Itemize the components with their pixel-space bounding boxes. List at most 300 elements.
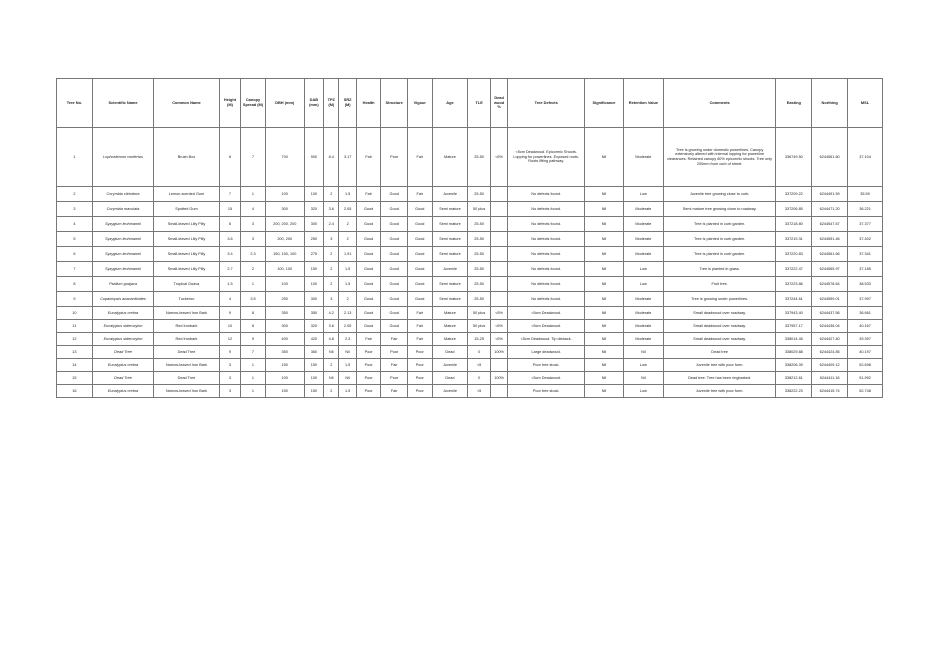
cell-common-name: Small-leaved Lilly Pilly — [154, 247, 220, 262]
cell-scientific-name: Corymbia maculata — [92, 202, 153, 217]
cell-comments: Juvenile tree growing close to curb. — [663, 187, 776, 202]
cell-canopy-spread: 2.3 — [241, 247, 266, 262]
table-row — [57, 232, 883, 247]
cell-msl: 36.221 — [848, 202, 883, 217]
cell-dab: 300 — [304, 292, 323, 307]
cell-vigour: Good — [408, 247, 433, 262]
cell-dbh: 400 — [265, 333, 304, 346]
cell-tle: 0 — [468, 346, 491, 359]
cell-msl: 39.397 — [848, 333, 883, 346]
cell-age: Juvenile — [432, 262, 468, 277]
column-header-tpz: TPZ (M) — [324, 79, 339, 128]
cell-dab: 350 — [304, 307, 323, 320]
table-row — [57, 202, 883, 217]
cell-tree-defects: No defects found. — [508, 262, 585, 277]
cell-dbh: 350 — [265, 346, 304, 359]
cell-tree-no: 4 — [57, 217, 93, 232]
cell-tree-defects: Poor tree stock. — [508, 385, 585, 398]
cell-northing: 6244578.64 — [812, 277, 848, 292]
cell-age: Juvenile — [432, 187, 468, 202]
cell-age: Semi mature — [432, 217, 468, 232]
table-row — [57, 262, 883, 277]
cell-structure: Good — [381, 277, 408, 292]
cell-tree-defects: Poor tree stock. — [508, 359, 585, 372]
cell-dab: 100 — [304, 277, 323, 292]
cell-vigour: Fair — [408, 320, 433, 333]
cell-comments: Dead tree. Tree has been ringbarked. — [663, 372, 776, 385]
cell-easting: 337206.85 — [776, 202, 812, 217]
cell-scientific-name: Eucalyptus crebra — [92, 307, 153, 320]
table-body — [57, 128, 883, 398]
column-header-structure: Structure — [381, 79, 408, 128]
cell-tree-defects: No defects found. — [508, 202, 585, 217]
cell-deadwood — [490, 262, 507, 277]
cell-structure: Poor — [381, 128, 408, 187]
cell-vigour: Poor — [408, 385, 433, 398]
cell-structure: Good — [381, 217, 408, 232]
cell-tree-defects: No defects found. — [508, 292, 585, 307]
cell-msl: 36.661 — [848, 307, 883, 320]
cell-height: 6 — [219, 217, 240, 232]
cell-comments: Tree is planted in curb garden. — [663, 247, 776, 262]
cell-scientific-name: Eucalyptus crebra — [92, 385, 153, 398]
cell-tree-no: 10 — [57, 307, 93, 320]
cell-canopy-spread: 1 — [241, 359, 266, 372]
cell-significance: Nil — [585, 277, 624, 292]
cell-tpz: 2 — [324, 277, 339, 292]
cell-tree-defects: No defects found. — [508, 247, 585, 262]
cell-retention-value: Moderate — [623, 333, 663, 346]
cell-tree-defects: <5cm Deadwood. Tip dieback. — [508, 333, 585, 346]
cell-significance: Nil — [585, 346, 624, 359]
cell-tpz: 2 — [324, 385, 339, 398]
cell-deadwood — [490, 217, 507, 232]
cell-tpz: 3 — [324, 292, 339, 307]
cell-tle: 25-50 — [468, 187, 491, 202]
cell-health: Good — [356, 247, 381, 262]
cell-health: Good — [356, 292, 381, 307]
cell-tree-no: 1 — [57, 128, 93, 187]
cell-scientific-name: Syzygium leuhmannii — [92, 217, 153, 232]
cell-scientific-name: Lophostemon confertus — [92, 128, 153, 187]
cell-srz: 1.5 — [339, 262, 356, 277]
cell-significance: Nil — [585, 372, 624, 385]
column-header-vigour: Vigour — [408, 79, 433, 128]
cell-tle: 25-50 — [468, 232, 491, 247]
cell-tpz: 8.4 — [324, 128, 339, 187]
cell-dab: 150 — [304, 385, 323, 398]
column-header-tree-defects: Tree Defects — [508, 79, 585, 128]
cell-easting: 338212.61 — [776, 372, 812, 385]
cell-retention-value: Moderate — [623, 128, 663, 187]
cell-vigour: Poor — [408, 372, 433, 385]
column-header-common-name: Common Name — [154, 79, 220, 128]
cell-scientific-name: Syzygium leuhmannii — [92, 262, 153, 277]
cell-health: Poor — [356, 346, 381, 359]
cell-canopy-spread: 2 — [241, 262, 266, 277]
cell-msl: 40.197 — [848, 346, 883, 359]
cell-easting: 338029.88 — [776, 346, 812, 359]
table-row — [57, 346, 883, 359]
cell-health: Good — [356, 202, 381, 217]
cell-easting: 337223.86 — [776, 277, 812, 292]
table-row — [57, 247, 883, 262]
cell-structure: Good — [381, 247, 408, 262]
column-header-northing: Northing — [812, 79, 848, 128]
cell-canopy-spread: 1 — [241, 187, 266, 202]
column-header-msl: MSL — [848, 79, 883, 128]
cell-dbh: 150 — [265, 385, 304, 398]
cell-comments: Small deadwood over roadway. — [663, 320, 776, 333]
cell-significance: Nil — [585, 307, 624, 320]
column-header-retention-value: Retention Value — [623, 79, 663, 128]
cell-tle: 0 — [468, 372, 491, 385]
cell-structure: Fair — [381, 359, 408, 372]
cell-deadwood: <5% — [490, 333, 507, 346]
cell-tree-defects: <5cm Deadwood. — [508, 307, 585, 320]
cell-deadwood — [490, 187, 507, 202]
cell-significance: Nil — [585, 217, 624, 232]
cell-tpz: Nil — [324, 372, 339, 385]
cell-structure: Good — [381, 232, 408, 247]
cell-dbh: 200, 200, 200 — [265, 217, 304, 232]
cell-significance: Nil — [585, 292, 624, 307]
cell-deadwood: 100% — [490, 346, 507, 359]
cell-deadwood — [490, 359, 507, 372]
cell-tree-defects: <5cm Deadwood. — [508, 320, 585, 333]
cell-structure: Poor — [381, 346, 408, 359]
cell-vigour: Fair — [408, 187, 433, 202]
cell-common-name: Small-leaved Lilly Pilly — [154, 217, 220, 232]
cell-tree-no: 6 — [57, 247, 93, 262]
column-header-deadwood: Dead wood % — [490, 79, 507, 128]
cell-northing: 6244427.40 — [812, 333, 848, 346]
cell-health: Good — [356, 307, 381, 320]
cell-common-name: Narrow-leaved Iron Bark — [154, 385, 220, 398]
cell-common-name: Red Ironbark — [154, 320, 220, 333]
cell-msl: 38.533 — [848, 277, 883, 292]
cell-retention-value: Moderate — [623, 320, 663, 333]
cell-height: 4 — [219, 292, 240, 307]
cell-canopy-spread: 1 — [241, 372, 266, 385]
cell-age: Mature — [432, 320, 468, 333]
cell-common-name: Brush Box — [154, 128, 220, 187]
cell-significance: Nil — [585, 359, 624, 372]
cell-dbh: 100 — [265, 372, 304, 385]
cell-msl: 51.992 — [848, 372, 883, 385]
cell-tree-defects: No defects found. — [508, 187, 585, 202]
cell-scientific-name: Dead Tree — [92, 346, 153, 359]
cell-height: 3 — [219, 372, 240, 385]
cell-dbh: 200, 200 — [265, 232, 304, 247]
cell-retention-value: Low — [623, 385, 663, 398]
cell-tle: 25-50 — [468, 292, 491, 307]
column-header-canopy-spread: Canopy Spread (M) — [241, 79, 266, 128]
cell-significance: Nil — [585, 320, 624, 333]
cell-health: Good — [356, 217, 381, 232]
cell-retention-value: Low — [623, 187, 663, 202]
cell-dab: 300 — [304, 217, 323, 232]
cell-age: Semi mature — [432, 202, 468, 217]
column-header-health: Health — [356, 79, 381, 128]
cell-age: Semi mature — [432, 292, 468, 307]
cell-canopy-spread: 7 — [241, 346, 266, 359]
cell-msl: 52.748 — [848, 385, 883, 398]
cell-height: 8 — [219, 128, 240, 187]
cell-comments: Tree is growing under domestic powerlines. Canopy extensively altered with internal lopping for powerline clearances. Retained canopy 60% epicormic shoots. Tree only 200mm from curb of street. — [663, 128, 776, 187]
cell-retention-value: Low — [623, 359, 663, 372]
cell-tree-defects: No defects found. — [508, 217, 585, 232]
cell-tle: 25-50 — [468, 217, 491, 232]
cell-height: 3 — [219, 385, 240, 398]
cell-retention-value: Low — [623, 277, 663, 292]
cell-dab: 320 — [304, 320, 323, 333]
cell-common-name: Tropical Guava — [154, 277, 220, 292]
cell-height: 12 — [219, 333, 240, 346]
cell-tree-no: 15 — [57, 372, 93, 385]
cell-msl: 37.104 — [848, 128, 883, 187]
cell-tree-no: 11 — [57, 320, 93, 333]
cell-vigour: Good — [408, 232, 433, 247]
cell-height: 9 — [219, 346, 240, 359]
cell-northing: 6244551.46 — [812, 232, 848, 247]
cell-easting: 337222.47 — [776, 262, 812, 277]
cell-scientific-name: Syzygium leuhmannii — [92, 232, 153, 247]
cell-dab: 320 — [304, 202, 323, 217]
cell-tpz: 2 — [324, 262, 339, 277]
cell-age: Dead — [432, 346, 468, 359]
tree-assessment-table — [56, 78, 883, 398]
cell-tpz: 3.6 — [324, 320, 339, 333]
cell-tpz: Nil — [324, 346, 339, 359]
cell-height: 3.6 — [219, 232, 240, 247]
cell-tpz: 2 — [324, 359, 339, 372]
column-header-tree-no: Tree No. — [57, 79, 93, 128]
column-header-height: Height (M) — [219, 79, 240, 128]
cell-scientific-name: Eucalyptus sideroxylon — [92, 320, 153, 333]
cell-srz: 2.05 — [339, 320, 356, 333]
cell-deadwood: <5% — [490, 307, 507, 320]
cell-health: Good — [356, 262, 381, 277]
cell-tree-no: 16 — [57, 385, 93, 398]
cell-scientific-name: Dead Tree — [92, 372, 153, 385]
table-row — [57, 359, 883, 372]
cell-northing: 6244565.97 — [812, 262, 848, 277]
cell-msl: 37.377 — [848, 217, 883, 232]
cell-common-name: Spotted Gum — [154, 202, 220, 217]
cell-structure: Good — [381, 187, 408, 202]
cell-tle: 50 plus — [468, 307, 491, 320]
table-row — [57, 333, 883, 346]
cell-canopy-spread: 1 — [241, 277, 266, 292]
cell-retention-value: Moderate — [623, 202, 663, 217]
cell-vigour: Fair — [408, 333, 433, 346]
cell-tree-defects: <5cm Deadwood. Epicormic Shoots. Lopping for powerlines. Exposed roots. Roots lifting pathway. — [508, 128, 585, 187]
cell-health: Good — [356, 277, 381, 292]
column-header-tle: TLE — [468, 79, 491, 128]
cell-canopy-spread: 8 — [241, 320, 266, 333]
cell-northing: 6244561.60 — [812, 128, 848, 187]
cell-msl: 37.185 — [848, 262, 883, 277]
cell-structure: Fair — [381, 385, 408, 398]
cell-comments: Juvenile tree with poor form. — [663, 385, 776, 398]
cell-msl: 35.59 — [848, 187, 883, 202]
cell-tle: 25-50 — [468, 247, 491, 262]
cell-northing: 6244471.20 — [812, 202, 848, 217]
cell-srz: Nil — [339, 346, 356, 359]
cell-deadwood — [490, 277, 507, 292]
cell-retention-value: Nil — [623, 346, 663, 359]
cell-vigour: Good — [408, 262, 433, 277]
cell-tle: 25-50 — [468, 262, 491, 277]
cell-easting: 338014.45 — [776, 333, 812, 346]
cell-srz: 1.5 — [339, 385, 356, 398]
cell-comments: Small deadwood over roadway. — [663, 333, 776, 346]
cell-easting: 337943.40 — [776, 307, 812, 320]
cell-health: Poor — [356, 372, 381, 385]
cell-canopy-spread: 9 — [241, 333, 266, 346]
cell-common-name: Tuckeroo — [154, 292, 220, 307]
cell-dbh: 100, 100 — [265, 262, 304, 277]
cell-tpz: 2.4 — [324, 217, 339, 232]
cell-msl: 40.167 — [848, 320, 883, 333]
cell-srz: 2.3 — [339, 333, 356, 346]
cell-health: Fair — [356, 187, 381, 202]
cell-significance: Nil — [585, 247, 624, 262]
cell-vigour: Fair — [408, 307, 433, 320]
table-row — [57, 372, 883, 385]
cell-easting: 337209.22 — [776, 187, 812, 202]
cell-tle: <5 — [468, 359, 491, 372]
cell-canopy-spread: 8 — [241, 307, 266, 320]
column-header-dbh: DBH (mm) — [265, 79, 304, 128]
cell-tree-no: 8 — [57, 277, 93, 292]
cell-canopy-spread: 4 — [241, 202, 266, 217]
cell-tree-defects: <5cm Deadwood. — [508, 372, 585, 385]
column-header-easting: Easting — [776, 79, 812, 128]
cell-northing: 6244437.56 — [812, 307, 848, 320]
cell-common-name: Narrow-leaved Iron Bark — [154, 307, 220, 320]
cell-northing: 6244409.12 — [812, 359, 848, 372]
cell-dbh: 100 — [265, 187, 304, 202]
cell-tpz: 3.6 — [324, 202, 339, 217]
cell-srz: 3.17 — [339, 128, 356, 187]
cell-common-name: Lemon-scented Gum — [154, 187, 220, 202]
cell-significance: Nil — [585, 262, 624, 277]
cell-tree-no: 14 — [57, 359, 93, 372]
header-row — [57, 79, 883, 128]
cell-age: Juvenile — [432, 359, 468, 372]
cell-dab: 150 — [304, 262, 323, 277]
cell-age: Semi mature — [432, 232, 468, 247]
cell-retention-value: Moderate — [623, 292, 663, 307]
cell-dbh: 150, 150, 100 — [265, 247, 304, 262]
table-row — [57, 385, 883, 398]
cell-comments: Tree is growing under powerlines. — [663, 292, 776, 307]
cell-dbh: 350 — [265, 307, 304, 320]
cell-easting: 338222.23 — [776, 385, 812, 398]
cell-vigour: Fair — [408, 128, 433, 187]
cell-tree-no: 2 — [57, 187, 93, 202]
table-row — [57, 320, 883, 333]
cell-age: Semi mature — [432, 277, 468, 292]
cell-dab: 360 — [304, 346, 323, 359]
cell-tle: 50 plus — [468, 202, 491, 217]
cell-health: Poor — [356, 385, 381, 398]
table-row — [57, 292, 883, 307]
cell-structure: Good — [381, 320, 408, 333]
cell-msl: 37.997 — [848, 292, 883, 307]
cell-dab: 420 — [304, 333, 323, 346]
cell-srz: 2.05 — [339, 202, 356, 217]
column-header-age: Age — [432, 79, 468, 128]
cell-tree-defects: No defects found. — [508, 232, 585, 247]
cell-significance: Nil — [585, 385, 624, 398]
cell-srz: 1.5 — [339, 187, 356, 202]
tree-assessment-sheet — [56, 78, 883, 398]
cell-deadwood — [490, 202, 507, 217]
cell-canopy-spread: 3 — [241, 217, 266, 232]
cell-vigour: Good — [408, 217, 433, 232]
cell-age: Mature — [432, 128, 468, 187]
cell-northing: 6244561.66 — [812, 247, 848, 262]
cell-scientific-name: Corymbia citriodora — [92, 187, 153, 202]
table-row — [57, 277, 883, 292]
cell-canopy-spread: 1 — [241, 385, 266, 398]
cell-dab: 250 — [304, 232, 323, 247]
cell-srz: 1.5 — [339, 277, 356, 292]
cell-easting: 336749.50 — [776, 128, 812, 187]
cell-srz: 1.5 — [339, 359, 356, 372]
cell-common-name: Small-leaved Lilly Pilly — [154, 232, 220, 247]
cell-srz: 2 — [339, 217, 356, 232]
cell-tree-no: 5 — [57, 232, 93, 247]
cell-tree-defects: No defects found. — [508, 277, 585, 292]
cell-tle: 25-50 — [468, 128, 491, 187]
cell-retention-value: Low — [623, 262, 663, 277]
cell-easting: 338206.39 — [776, 359, 812, 372]
cell-tle: 25-50 — [468, 277, 491, 292]
cell-common-name: Narrow-leaved Iron Bark — [154, 359, 220, 372]
cell-retention-value: Moderate — [623, 232, 663, 247]
cell-comments: Small deadwood over roadway. — [663, 307, 776, 320]
cell-scientific-name: Cupaniopsis anacardioides — [92, 292, 153, 307]
table-row — [57, 307, 883, 320]
cell-vigour: Good — [408, 202, 433, 217]
cell-canopy-spread: 3 — [241, 232, 266, 247]
cell-height: 9 — [219, 307, 240, 320]
cell-height: 2.7 — [219, 262, 240, 277]
cell-dbh: 300 — [265, 202, 304, 217]
cell-tree-defects: Large deadwood. — [508, 346, 585, 359]
cell-common-name: Dead Tree — [154, 346, 220, 359]
cell-vigour: Good — [408, 292, 433, 307]
cell-structure: Good — [381, 202, 408, 217]
cell-vigour: Poor — [408, 359, 433, 372]
cell-dab: 100 — [304, 372, 323, 385]
cell-comments: Tree is planted in curb garden. — [663, 232, 776, 247]
cell-retention-value: Moderate — [623, 247, 663, 262]
cell-height: 3.4 — [219, 247, 240, 262]
column-header-srz: SRZ (M) — [339, 79, 356, 128]
cell-health: Good — [356, 320, 381, 333]
cell-significance: Nil — [585, 202, 624, 217]
cell-common-name: Red Ironbark — [154, 333, 220, 346]
cell-srz: 2 — [339, 232, 356, 247]
cell-tree-no: 13 — [57, 346, 93, 359]
cell-easting: 337218.80 — [776, 217, 812, 232]
column-header-significance: Significance — [585, 79, 624, 128]
